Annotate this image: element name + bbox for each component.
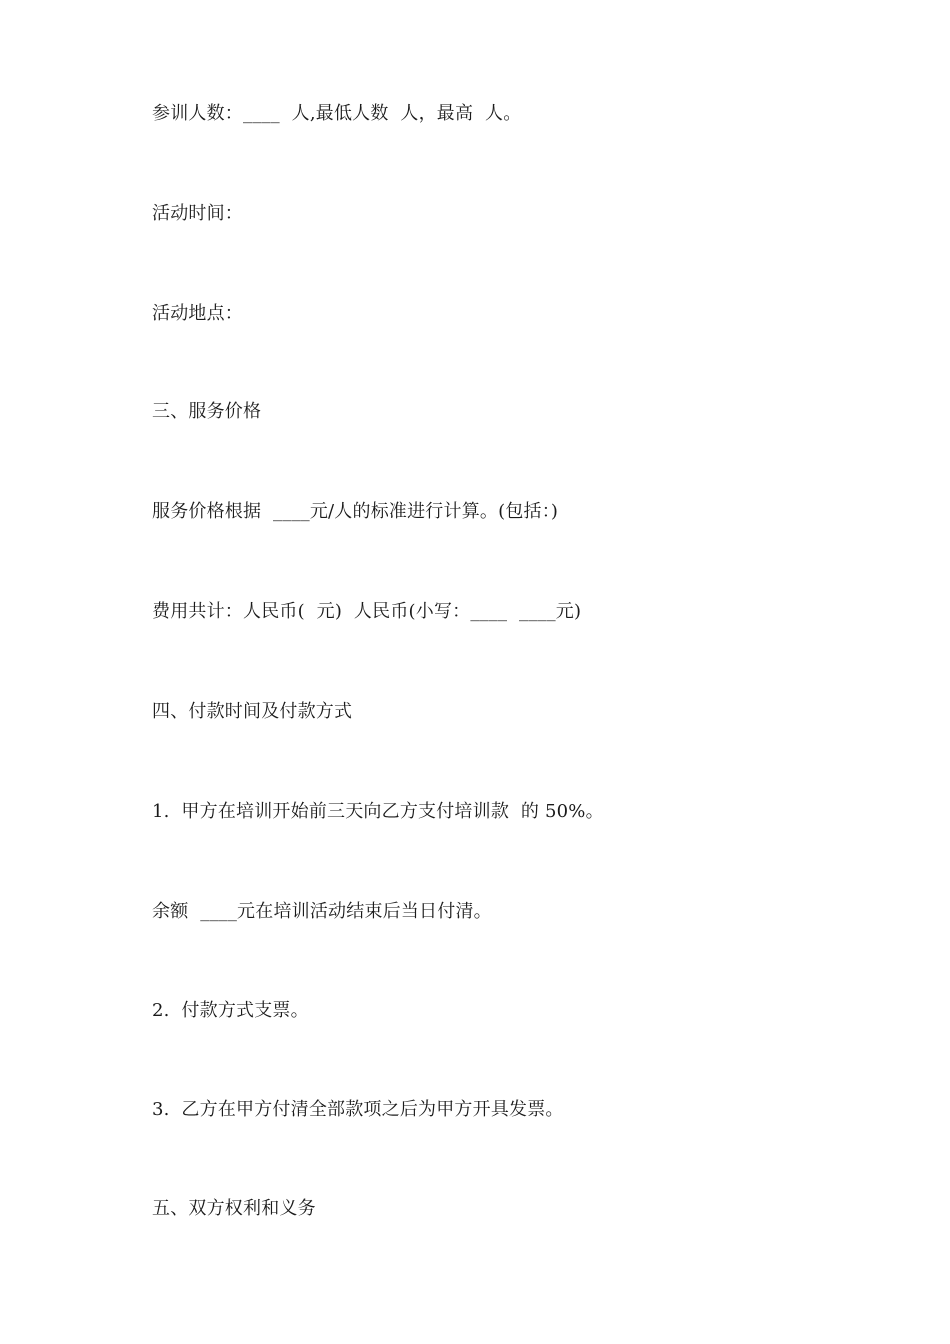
- service-price-line: 服务价格根据 ____元/人的标准进行计算。(包括：): [152, 501, 559, 522]
- activity-location-line: 活动地点：: [152, 303, 243, 324]
- participant-count-line: 参训人数：____ 人,最低人数 人，最高 人。: [152, 103, 522, 124]
- payment-item-2: 2. 付款方式支票。: [152, 1000, 309, 1021]
- payment-item-3: 3. 乙方在甲方付清全部款项之后为甲方开具发票。: [152, 1099, 564, 1120]
- section-heading-rights-obligations: 五、双方权利和义务: [152, 1198, 316, 1219]
- activity-time-line: 活动时间：: [152, 203, 243, 224]
- balance-line: 余额 ____元在培训活动结束后当日付清。: [152, 901, 492, 922]
- total-cost-line: 费用共计：人民币( 元) 人民币(小写：____ ____元): [152, 601, 582, 622]
- payment-item-1: 1. 甲方在培训开始前三天向乙方支付培训款 的 50%。: [152, 801, 604, 822]
- section-heading-payment: 四、付款时间及付款方式: [152, 701, 353, 722]
- section-heading-service-price: 三、服务价格: [152, 401, 262, 422]
